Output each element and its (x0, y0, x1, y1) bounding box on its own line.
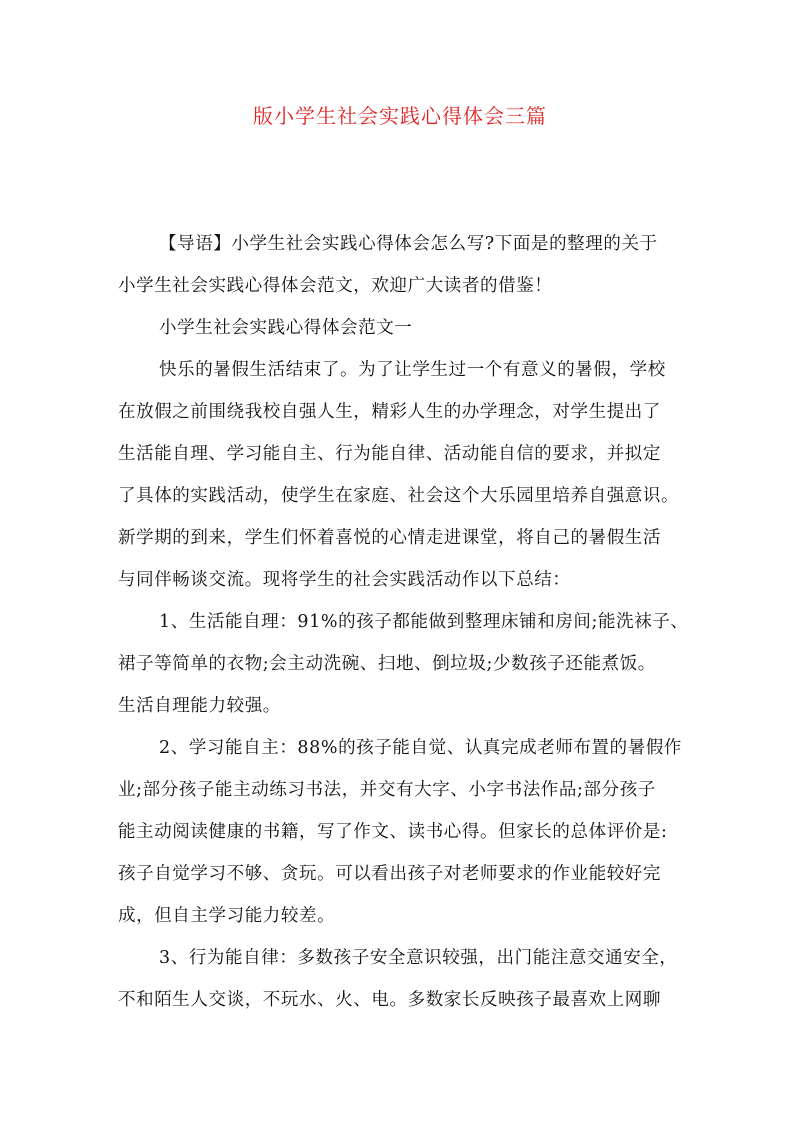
section-heading: 小学生社会实践心得体会范文一 (159, 318, 413, 338)
paragraph-line: 快乐的暑假生活结束了。为了让学生过一个有意义的暑假，学校 (159, 360, 666, 380)
paragraph-line: 业;部分孩子能主动练习书法，并交有大字、小字书法作品;部分孩子 (118, 780, 656, 800)
paragraph-line: 1、生活能自理：91%的孩子都能做到整理床铺和房间;能洗袜子、 (159, 612, 689, 632)
paragraph-line: 小学生社会实践心得体会范文，欢迎广大读者的借鉴！ (118, 276, 553, 296)
paragraph-line: 3、行为能自律：多数孩子安全意识较强，出门能注意交通安全， (159, 948, 678, 968)
paragraph-line: 新学期的到来，学生们怀着喜悦的心情走进课堂，将自己的暑假生活 (118, 528, 661, 548)
paragraph-line: 能主动阅读健康的书籍，写了作文、读书心得。但家长的总体评价是: (118, 822, 668, 842)
paragraph-line: 裙子等简单的衣物;会主动洗碗、扫地、倒垃圾;少数孩子还能煮饭。 (118, 654, 656, 674)
paragraph-line: 生活自理能力较强。 (118, 696, 281, 716)
paragraph-line: 生活能自理、学习能自主、行为能自律、活动能自信的要求，并拟定 (118, 444, 661, 464)
paragraph-line: 与同伴畅谈交流。现将学生的社会实践活动作以下总结： (118, 570, 571, 590)
paragraph-line: 不和陌生人交谈，不玩水、火、电。多数家长反映孩子最喜欢上网聊 (118, 990, 661, 1010)
paragraph-line: 【导语】小学生社会实践心得体会怎么写?下面是的整理的关于 (159, 234, 658, 254)
paragraph-line: 了具体的实践活动，使学生在家庭、社会这个大乐园里培养自强意识。 (118, 486, 680, 506)
document-title: 版小学生社会实践心得体会三篇 (253, 104, 547, 128)
paragraph-line: 2、学习能自主：88%的孩子能自觉、认真完成老师布置的暑假作 (159, 738, 683, 758)
paragraph-line: 成，但自主学习能力较差。 (118, 906, 336, 926)
paragraph-line: 孩子自觉学习不够、贪玩。可以看出孩子对老师要求的作业能较好完 (118, 864, 661, 884)
paragraph-line: 在放假之前围绕我校自强人生，精彩人生的办学理念，对学生提出了 (118, 402, 661, 422)
